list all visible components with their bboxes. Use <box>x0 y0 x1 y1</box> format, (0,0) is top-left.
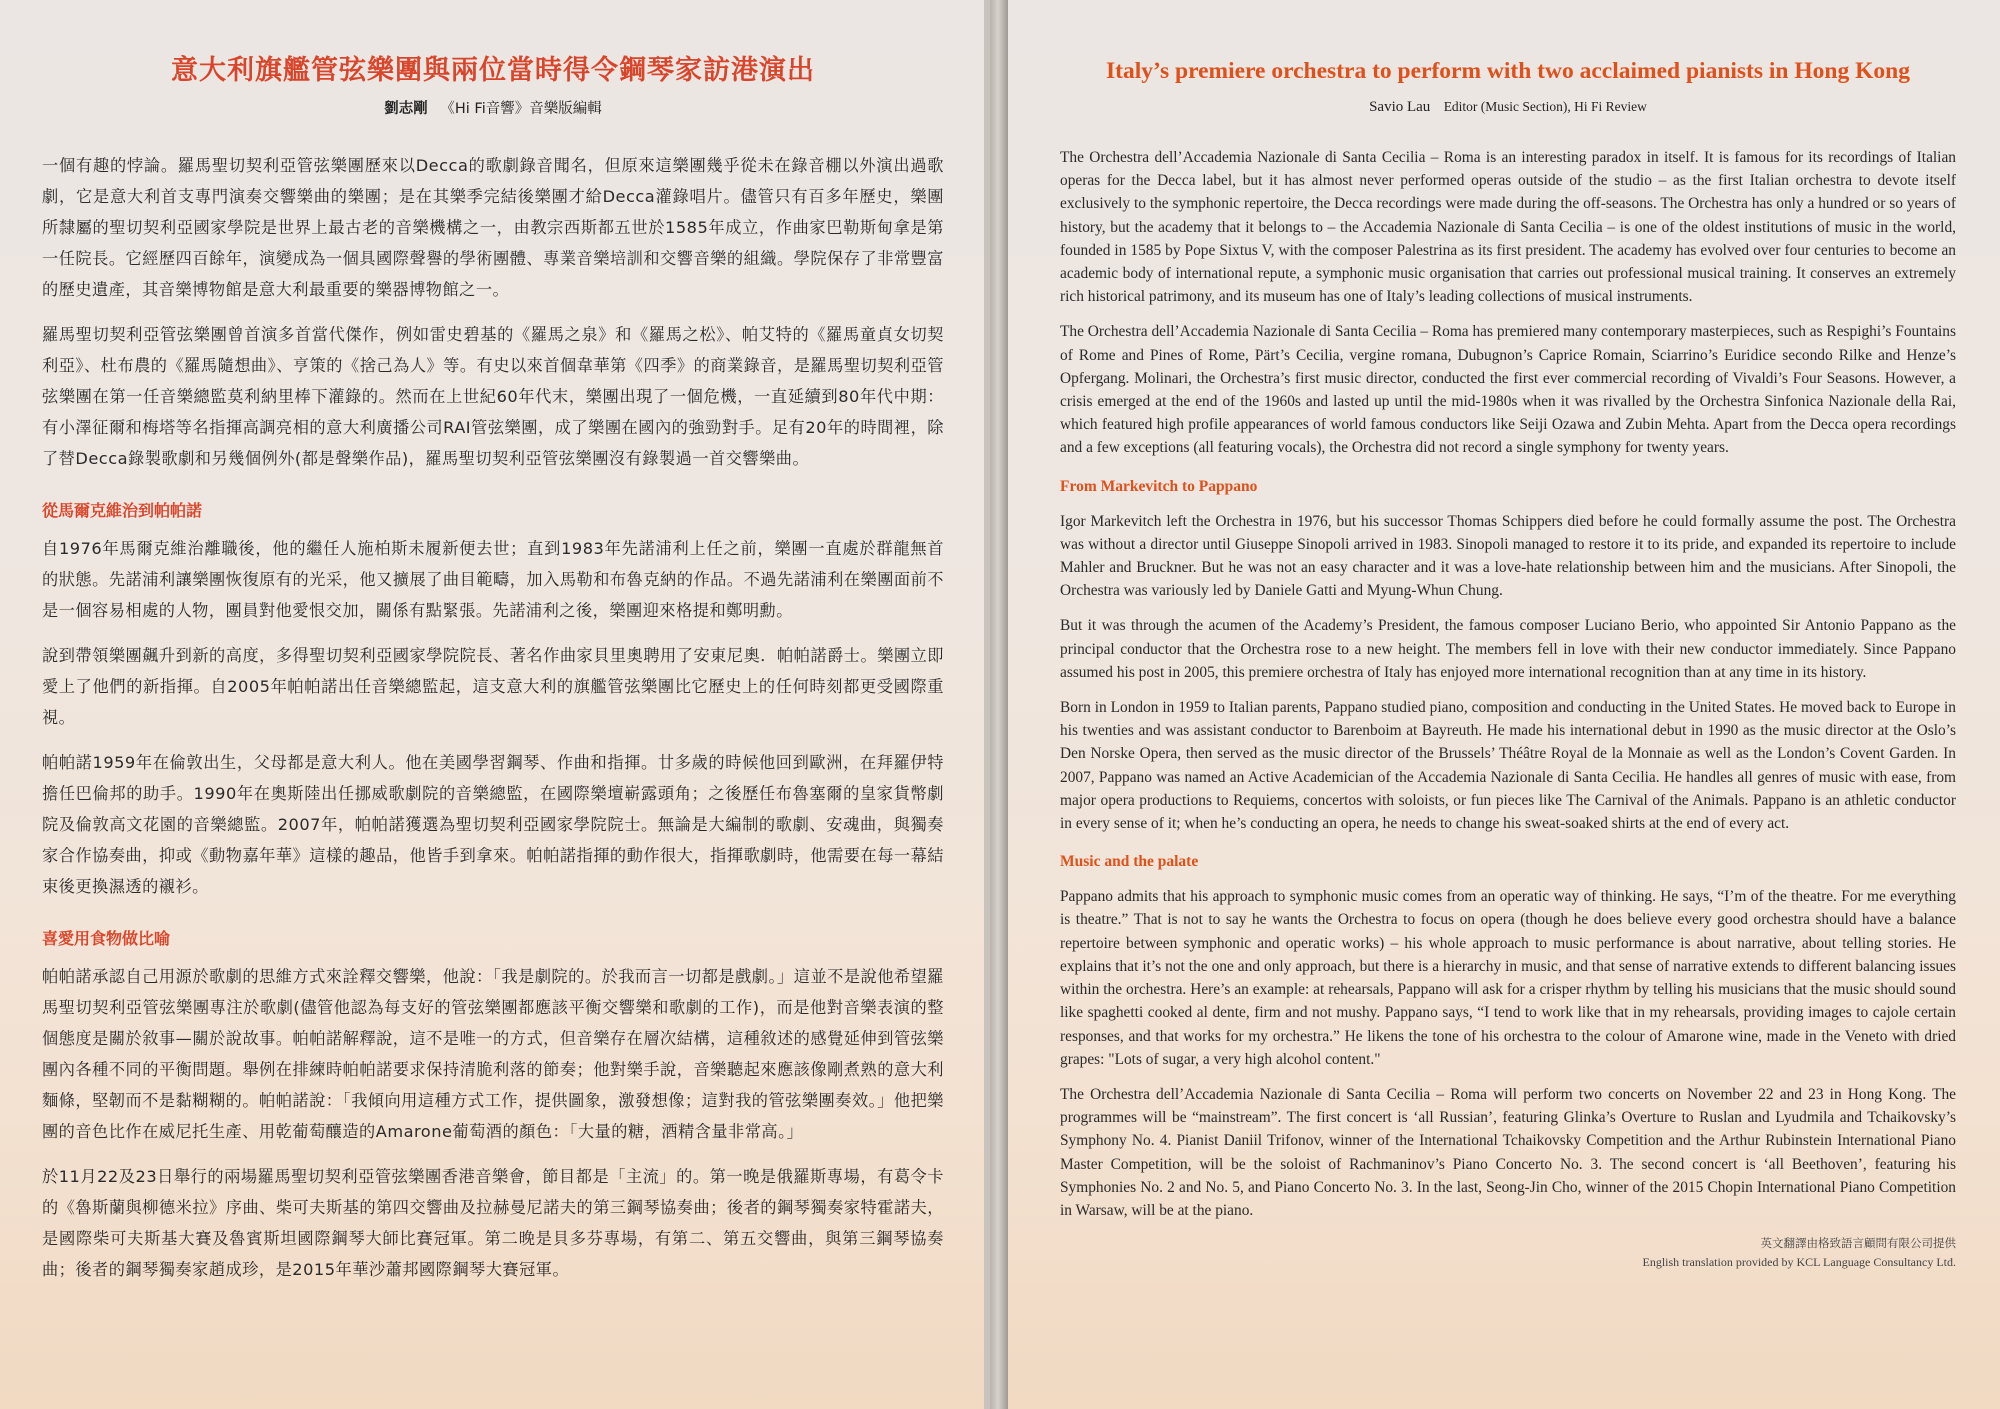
author-role-en: Editor (Music Section), Hi Fi Review <box>1443 99 1647 114</box>
credit-en: English translation provided by KCL Language Consultancy Ltd. <box>1642 1255 1956 1270</box>
section-heading-zh: 喜愛用食物做比喻 <box>42 929 171 948</box>
author-name-en: Savio Lau <box>1369 99 1431 115</box>
section-heading-zh: 從馬爾克維治到帕帕諾 <box>42 501 203 520</box>
chinese-page <box>0 0 990 1409</box>
author-name-zh: 劉志剛 <box>384 101 428 117</box>
byline-en <box>1060 99 1956 116</box>
page-title-en: Italy’s premiere orchestra to perform with two acclaimed pianists in Hong Kong <box>1106 58 1910 84</box>
paragraph-en: The Orchestra dell’Accademia Nazionale di Santa Cecilia – Roma is an interesting paradox in itself. It is famous for its recordings of Italian operas for the Decca label, but it has almost never performed operas outside of the studio – as the first Italian orchestra to devote itself exclusively to the symphonic repertoire, the Decca recordings were made during the off-seasons. The Orchestra has only a hundred or so years of history, but the academy that it belongs to – the Accademia Nazionale di Santa Cecilia – is one of the oldest institutions of music in the world, founded in 1585 by Pope Sixtus V, with the composer Palestrina as its first president. The academy has evolved over four centuries to become an academic body of international repute, a symphonic music organisation that carries out professional musical training. It conserves an extremely rich historical patrimony, and its museum has one of Italy’s leading collections of musical instruments. <box>1060 149 1956 306</box>
author-role-zh: 《Hi Fi音響》音樂版編輯 <box>440 101 602 117</box>
page-title-zh: 意大利旗艦管弦樂團與兩位當時得令鋼琴家訪港演出 <box>171 55 815 86</box>
byline-zh <box>42 97 944 118</box>
paragraph-en: Igor Markevitch left the Orchestra in 1976, but his successor Thomas Schippers died before he could formally assume the post. The Orchestra was without a director until Giuseppe Sinopoli arrived in 1983. Sinopoli managed to restore it to its pride, and expanded its repertoire to include Mahler and Bruckner. But he was not an easy character and it was a love-hate relationship between him and the musicians. After Sinopoli, the Orchestra was variously led by Daniele Gatti and Myung-Whun Chung. <box>1060 512 1956 600</box>
paragraph-en: The Orchestra dell’Accademia Nazionale di Santa Cecilia – Roma will perform two concerts on November 22 and 23 in Hong Kong. The programmes will be “mainstream”. The first concert is ‘all Russian’, featuring Glinka’s Overture to Ruslan and Lyudmila and Tchaikovsky’s Symphony No. 4. Pianist Daniil Trifonov, winner of the International Tchaikovsky Competition and the Arthur Rubinstein International Piano Master Competition, will be the soloist of Rachmaninov’s Piano Concerto No. 3. The second concert is ‘all Beethoven’, featuring his Symphonies No. 2 and No. 5, and Piano Concerto No. 3. In the last, Seong-Jin Cho, winner of the 2015 Chopin International Piano Competition in Warsaw, will be at the piano. <box>1060 1085 1956 1219</box>
paragraph-en: But it was through the acumen of the Academy’s President, the famous composer Luciano Berio, who appointed Sir Antonio Pappano as the principal conductor that the Orchestra rose to a new height. The members fell in love with their new conductor immediately. Since Pappano assumed his post in 2005, this premiere orchestra of Italy has enjoyed more international recognition than at any time in its history. <box>1060 617 1956 681</box>
paragraph-zh: 帕帕諾承認自己用源於歌劇的思維方式來詮釋交響樂，他說：「我是劇院的。於我而言一切都是戲劇。」這並不是說他希望羅馬聖切契利亞管弦樂團專注於歌劇(儘管他認為每支好的管弦樂團都應該平衡交響樂和歌劇的工作)，而是他對音樂表演的整個態度是關於敘事—關於說故事。帕帕諾解釋說，這不是唯一的方式，但音樂存在層次結構，這種敘述的感覺延伸到管弦樂團內各種不同的平衡問題。舉例在排練時帕帕諾要求保持清脆利落的節奏；他對樂手說，音樂聽起來應該像剛煮熟的意大利麵條，堅韌而不是黏糊糊的。帕帕諾說：「我傾向用這種方式工作，提供圖象，激發想像；這對我的管弦樂團奏效。」他把樂團的音色比作在威尼托生產、用乾葡萄釀造的Amarone葡萄酒的顏色：「大量的糖，酒精含量非常高。」 <box>42 967 944 1141</box>
book-gutter <box>990 0 1008 1409</box>
paragraph-zh: 羅馬聖切契利亞管弦樂團曾首演多首當代傑作，例如雷史碧基的《羅馬之泉》和《羅馬之松》、帕艾特的《羅馬童貞女切契利亞》、杜布農的《羅馬隨想曲》、亨策的《捨己為人》等。有史以來首個韋華第《四季》的商業錄音，是羅馬聖切契利亞管弦樂團在第一任音樂總監莫利納里棒下灌錄的。然而在上世紀60年代末，樂團出現了一個危機，一直延續到80年代中期：有小澤征爾和梅塔等名指揮高調亮相的意大利廣播公司RAI管弦樂團，成了樂團在國內的強勁對手。足有20年的時間裡，除了替Decca錄製歌劇和另幾個例外(都是聲樂作品)，羅馬聖切契利亞管弦樂團沒有錄製過一首交響樂曲。 <box>42 325 944 468</box>
translation-credit <box>1060 1234 1956 1272</box>
section-heading-en: Music and the palate <box>1060 853 1199 871</box>
english-page <box>1008 0 2000 1409</box>
credit-zh: 英文翻譯由格致語言顧問有限公司提供 <box>1760 1236 1956 1251</box>
paragraph-zh: 一個有趣的悖論。羅馬聖切契利亞管弦樂團歷來以Decca的歌劇錄音聞名，但原來這樂團幾乎從未在錄音棚以外演出過歌劇，它是意大利首支專門演奏交響樂曲的樂團；是在其樂季完結後樂團才給Decca灌錄唱片。儘管只有百多年歷史，樂團所隸屬的聖切契利亞國家學院是世界上最古老的音樂機構之一，由教宗西斯都五世於1585年成立，作曲家巴勒斯甸拿是第一任院長。它經歷四百餘年，演變成為一個具國際聲譽的學術團體、專業音樂培訓和交響音樂的組織。學院保存了非常豐富的歷史遺產，其音樂博物館是意大利最重要的樂器博物館之一。 <box>42 156 944 299</box>
paragraph-zh: 說到帶領樂團飆升到新的高度，多得聖切契利亞國家學院院長、著名作曲家貝里奧聘用了安東尼奧．帕帕諾爵士。樂團立即愛上了他們的新指揮。自2005年帕帕諾出任音樂總監起，這支意大利的旗艦管弦樂團比它歷史上的任何時刻都更受國際重視。 <box>42 646 944 727</box>
paragraph-zh: 帕帕諾1959年在倫敦出生，父母都是意大利人。他在美國學習鋼琴、作曲和指揮。廿多歲的時候他回到歐洲，在拜羅伊特擔任巴倫邦的助手。1990年在奧斯陸出任挪威歌劇院的音樂總監，在國際樂壇嶄露頭角；之後歷任布魯塞爾的皇家貨幣劇院及倫敦高文花園的音樂總監。2007年，帕帕諾獲選為聖切契利亞國家學院院士。無論是大編制的歌劇、安魂曲，與獨奏家合作協奏曲，抑或《動物嘉年華》這樣的趣品，他皆手到拿來。帕帕諾指揮的動作很大，指揮歌劇時，他需要在每一幕結束後更換濕透的襯衫。 <box>42 753 944 896</box>
paragraph-zh: 自1976年馬爾克維治離職後，他的繼任人施柏斯未履新便去世；直到1983年先諾浦利上任之前，樂團一直處於群龍無首的狀態。先諾浦利讓樂團恢復原有的光采，他又擴展了曲目範疇，加入馬勒和布魯克納的作品。不過先諾浦利在樂團面前不是一個容易相處的人物，團員對他愛恨交加，關係有點緊張。先諾浦利之後，樂團迎來格提和鄭明勳。 <box>42 539 944 620</box>
paragraph-zh: 於11月22及23日舉行的兩場羅馬聖切契利亞管弦樂團香港音樂會，節目都是「主流」的。第一晚是俄羅斯專場，有葛令卡的《魯斯蘭與柳德米拉》序曲、柴可夫斯基的第四交響曲及拉赫曼尼諾夫的第三鋼琴協奏曲；後者的鋼琴獨奏家特霍諾夫，是國際柴可夫斯基大賽及魯賓斯坦國際鋼琴大師比賽冠軍。第二晚是貝多芬專場，有第二、第五交響曲，與第三鋼琴協奏曲；後者的鋼琴獨奏家趙成珍，是2015年華沙蕭邦國際鋼琴大賽冠軍。 <box>42 1167 944 1279</box>
paragraph-en: The Orchestra dell’Accademia Nazionale di Santa Cecilia – Roma has premiered many contemporary masterpieces, such as Respighi’s Fountains of Rome and Pines of Rome, Pärt’s Cecilia, vergine romana, Dubugnon’s Caprice Romain, Sciarrino’s Euridice secondo Rilke and Henze’s Opfergang. Molinari, the Orchestra’s first music director, conducted the first ever commercial recording of Vivaldi’s Four Seasons. However, a crisis emerged at the end of the 1960s and lasted up until the mid-1980s when it was rivalled by the Orchestra Sinfonica Nazionale della Rai, which featured high profile appearances of world famous conductors like Seiji Ozawa and Zubin Mehta. Apart from the Decca opera recordings and a few exceptions (all featuring vocals), the Orchestra did not record a single symphony for twenty years. <box>1060 323 1956 457</box>
paragraph-en: Born in London in 1959 to Italian parents, Pappano studied piano, composition and conducting in the United States. He moved back to Europe in his twenties and was assistant conductor to Barenboim at Bayreuth. He made his international debut in 1990 as the music director at the Oslo’s Den Norske Opera, then served as the music director of the Brussels’ Théâtre Royal de la Monnaie as well as the London’s Covent Garden. In 2007, Pappano was named an Active Academician of the Accademia Nazionale di Santa Cecilia. He handles all genres of music with ease, from major opera productions to Requiems, concertos with soloists, or fun pieces like The Carnival of the Animals. Pappano is an athletic conductor in every sense of it; when he’s conducting an opera, he needs to change his sweat-soaked shirts at the end of every act. <box>1060 699 1956 833</box>
section-heading-en: From Markevitch to Pappano <box>1060 477 1258 495</box>
paragraph-en: Pappano admits that his approach to symphonic music comes from an operatic way of thinking. He says, “I’m of the theatre. For me everything is theatre.” That is not to say he wants the Orchestra to focus on opera (though he does believe every good orchestra should have a balance repertoire between symphonic and operatic works) – his whole approach to music performance is about narrative, about telling stories. He explains that it’s not the one and only approach, but there is a hierarchy in music, and that sense of narrative extends to different balancing issues within the orchestra. Here’s an example: at rehearsals, Pappano will ask for a crisper rhythm by telling his musicians that the music should sound like spaghetti cooked al dente, firm and not mushy. Pappano says, “I tend to work like that in my rehearsals, providing images to cajole certain responses, and that works for my orchestra.” He likens the tone of his orchestra to the colour of Amarone wine, made in the Veneto with dried grapes: "Lots of sugar, a very high alcohol content." <box>1060 888 1956 1068</box>
